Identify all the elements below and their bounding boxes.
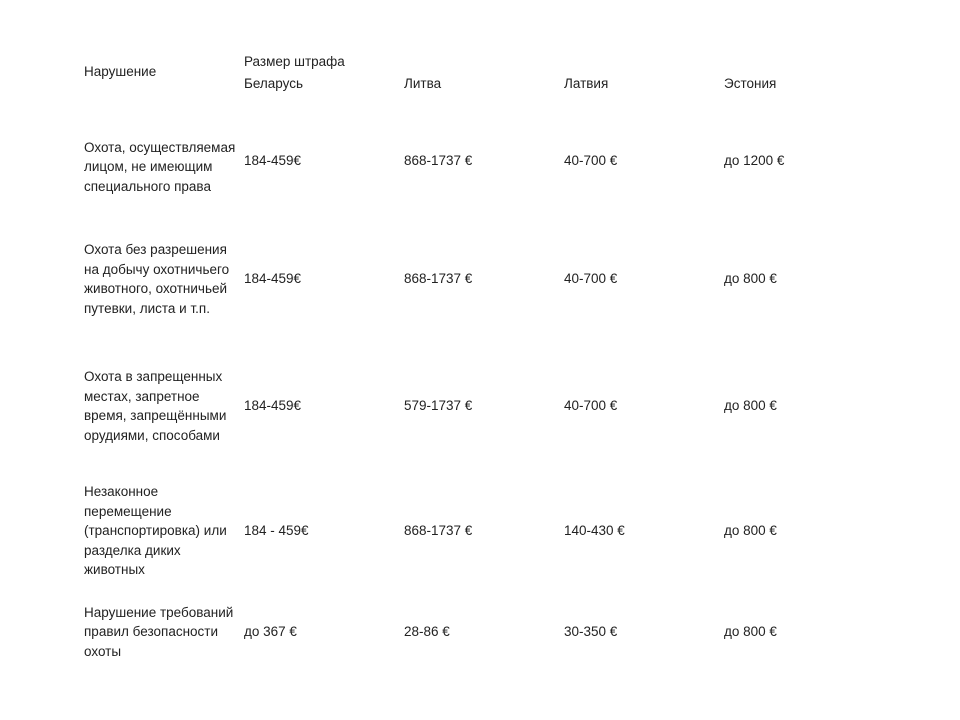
fine-cell-belarus: до 367 € [244, 624, 297, 640]
fine-cell-latvia: 40-700 € [564, 398, 618, 414]
fine-cell-belarus: 184-459€ [244, 398, 302, 414]
country-header-belarus: Беларусь [244, 76, 304, 92]
country-header-latvia: Латвия [564, 76, 609, 92]
fine-cell-estonia: до 800 € [724, 523, 777, 538]
fine-cell-latvia: 40-700 € [564, 271, 618, 287]
table-row [80, 330, 910, 482]
fine-cell-lithuania: 579-1737 € [404, 398, 473, 414]
table-row [80, 228, 910, 330]
fine-cell-latvia: 30-350 € [564, 624, 618, 640]
country-header-estonia: Эстония [724, 76, 777, 92]
violation-header: Нарушение [84, 63, 157, 79]
table-row [80, 482, 910, 580]
violation-cell: Охота без разрешения на добычу охотничьего животного, охотничьей путевки, листа и т.п. [84, 242, 230, 316]
fine-cell-estonia: до 800 € [724, 271, 777, 287]
fine-cell-belarus: 184-459€ [244, 153, 302, 169]
fine-cell-belarus: 184-459€ [244, 271, 302, 287]
fine-cell-estonia: до 800 € [724, 398, 777, 414]
fine-cell-lithuania: 28-86 € [404, 624, 450, 640]
fine-cell-lithuania: 868-1737 € [404, 271, 473, 287]
violation-cell: Нарушение требований правил безопасности охоты [84, 604, 234, 659]
fine-cell-lithuania: 868-1737 € [404, 153, 473, 169]
fine-cell-estonia: до 800 € [724, 624, 777, 640]
country-header-lithuania: Литва [404, 76, 442, 92]
header-row [80, 49, 910, 74]
fine-header: Размер штрафа [244, 53, 345, 69]
violation-cell: Охота, осуществляемая лицом, не имеющим специального права [84, 139, 236, 194]
table-row [80, 94, 910, 228]
fine-cell-latvia: 40-700 € [564, 153, 618, 169]
table-row [80, 580, 910, 685]
fines-table [80, 49, 910, 685]
violation-cell: Охота в запрещенных местах, запретное время, запрещёнными орудиями, способами [84, 369, 227, 443]
fine-cell-latvia: 140-430 € [564, 523, 625, 538]
violation-cell: Незаконное перемещение (транспортировка) или разделка диких животных [84, 484, 227, 577]
fine-cell-belarus: 184 - 459€ [244, 523, 309, 538]
fine-cell-lithuania: 868-1737 € [404, 523, 473, 538]
fine-cell-estonia: до 1200 € [724, 153, 785, 169]
